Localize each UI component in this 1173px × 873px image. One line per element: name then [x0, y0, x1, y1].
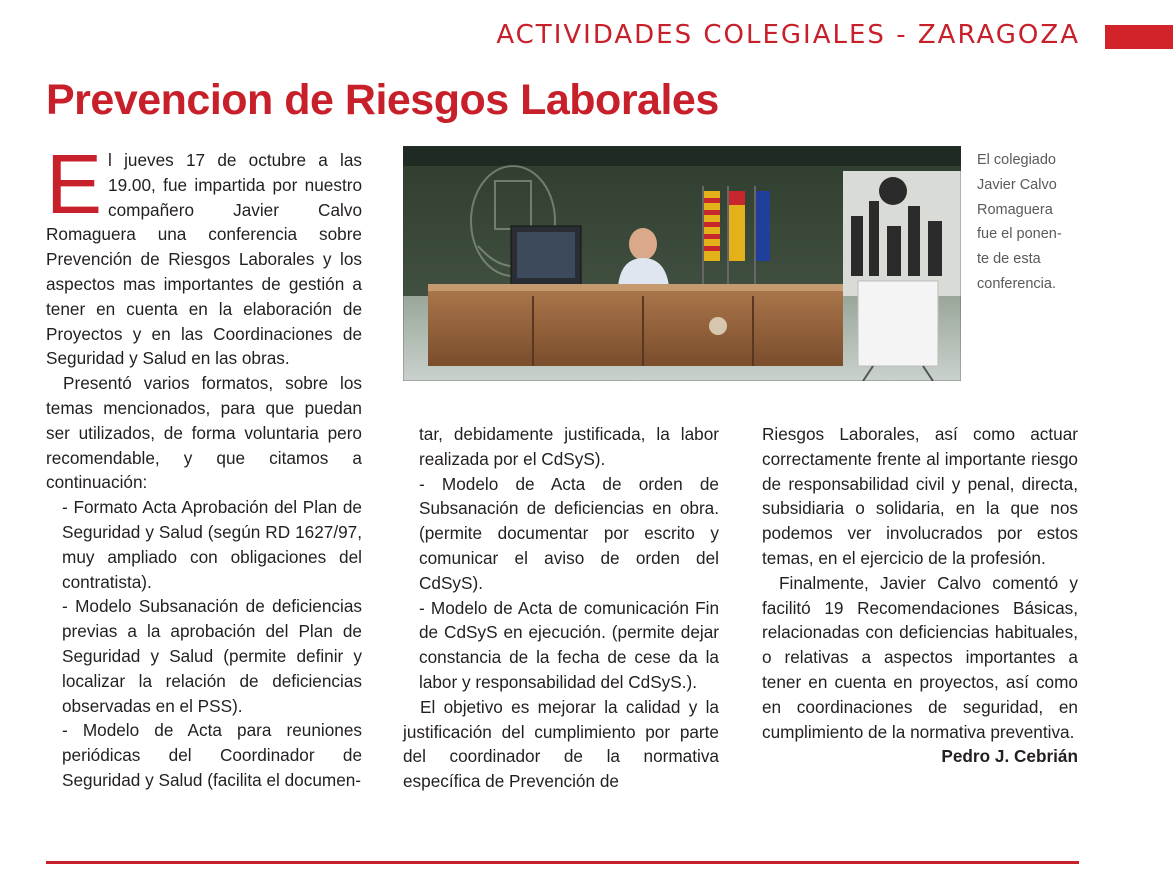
article-paragraph: Riesgos Laborales, así como actuar correctamente frente al importante riesgo de responsabilidad civil y penal, directa, subsidiaria o solidaria, en la que nos podemos ver involucrados por estos temas, en el ejercicio de la profesión.	[762, 424, 1078, 568]
caption-line: Romaguera	[977, 201, 1053, 218]
list-item: tar, debidamente justificada, la labor realizada por el CdSyS).	[419, 424, 719, 469]
list-item: - Modelo de Acta para reuniones periódicas del Coordinador de Seguridad y Salud (facilita el documen-	[62, 720, 362, 790]
drop-cap: E	[46, 137, 103, 231]
article-column-2	[403, 422, 719, 794]
article-paragraph: El objetivo es mejorar la calidad y la justificación del cumplimiento por parte del coordinador de la normativa específica de Prevención de	[403, 696, 719, 792]
list-item: - Modelo de Acta de comunicación Fin de CdSyS en ejecución. (permite dejar constancia de la fecha de cese da la labor y responsabilidad del CdSyS.).	[419, 597, 719, 692]
list-item: - Formato Acta Aprobación del Plan de Seguridad y Salud (según RD 1627/97, muy ampliado con obligaciones del contratista).	[62, 497, 362, 592]
caption-line: fue el ponen-	[977, 226, 1062, 243]
conference-photo	[403, 146, 961, 381]
article-column-1	[46, 137, 362, 793]
author-signature: Pedro J. Cebrián	[941, 746, 1078, 767]
article-paragraph: Finalmente, Javier Calvo comentó y facilitó 19 Recomendaciones Básicas, relacionadas con deficiencias habituales, o relativas a aspectos importantes a tener en cuenta en proyectos, así como en coordinaciones de seguridad, en cumplimiento de la normativa preventiva.	[762, 572, 1078, 742]
section-header: ACTIVIDADES COLEGIALES - ZARAGOZA	[496, 20, 1080, 50]
list-item: - Modelo de Acta de orden de Subsanación de deficiencias en obra. (permite documentar por escrito y comunicar el aviso de orden del CdSyS).	[419, 473, 719, 593]
caption-line: te de esta	[977, 251, 1041, 268]
article-paragraph	[46, 137, 362, 371]
paragraph-text: l jueves 17 de octubre a las 19.00, fue impartida por nuestro compañero Javier Calvo Romaguera una conferencia sobre Prevención de Riesgos Laborales y los aspectos mas importantes de gestión a tener en cuenta en la elaboración de Proyectos y en las Coordinaciones de Seguridad y Salud en las obras.	[46, 150, 362, 369]
article-column-3	[762, 422, 1078, 769]
article-title: Prevencion de Riesgos Laborales	[46, 76, 719, 124]
photo-caption	[977, 148, 1077, 297]
caption-line: conferencia.	[977, 275, 1056, 292]
article-paragraph: Presentó varios formatos, sobre los temas mencionados, para que puedan ser utilizados, de forma voluntaria pero recomendable, y que citamos a continuación:	[46, 373, 362, 493]
bottom-rule	[46, 861, 1079, 864]
list-item: - Modelo Subsanación de deficiencias previas a la aprobación del Plan de Seguridad y Salud (permite definir y localizar la relación de deficiencias observadas en el PSS).	[62, 596, 362, 716]
caption-line: El colegiado	[977, 152, 1056, 168]
header-accent-bar	[1105, 25, 1173, 49]
caption-line: Javier Calvo	[977, 176, 1057, 193]
